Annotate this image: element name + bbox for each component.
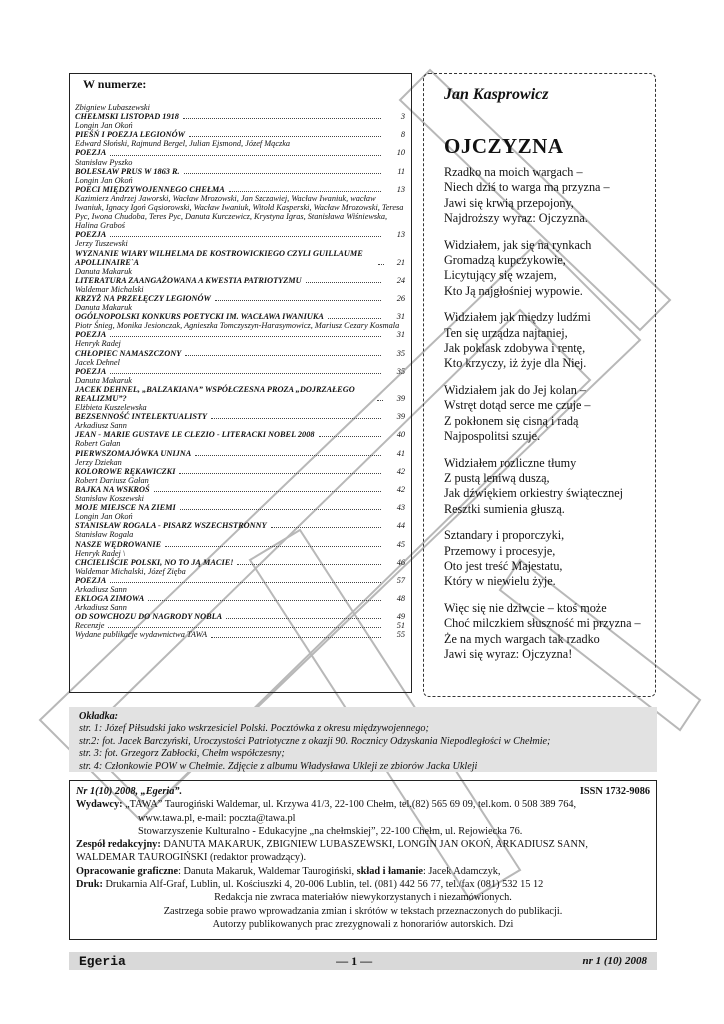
toc-entry [75, 530, 405, 548]
publisher-web: www.tawa.pl, e-mail: poczta@tawa.pl [138, 812, 296, 824]
toc-author: Danuta Makaruk [75, 266, 132, 276]
publisher-2: Stowarzyszenie Kulturalno - Edukacyjne „na chełmskiej”, 22-100 Chełm, ul. Rejowiecka 76. [138, 825, 523, 837]
dot-leader [183, 118, 381, 119]
toc-leader-row [75, 367, 405, 376]
toc-extra-title: Recenzje [75, 621, 105, 631]
toc-page-number: 42 [396, 466, 405, 476]
toc-leader-row [75, 467, 405, 476]
toc-entry-title: POEZJA [75, 148, 107, 158]
print: Drukarnia Alf-Graf, Lublin, ul. Kościuszki 4, 20-006 Lublin, tel. (081) 442 56 77, tel./fax (081) 532 15 12 [105, 879, 544, 891]
toc-entry-title: BOLESŁAW PRUS W 1863 R. [75, 166, 180, 176]
note-2: Zastrzega sobie prawo wprowadzania zmian i skrótów w tekstach przeznaczonych do publikacji. [163, 905, 563, 917]
dot-leader [189, 136, 381, 137]
toc-leader-row [75, 230, 405, 239]
dot-leader [237, 564, 381, 565]
dot-leader [226, 618, 381, 619]
toc-entry [75, 339, 405, 357]
toc-entry-title: BAJKA NA WSKROŚ [75, 484, 150, 494]
cover-heading: Okładka: [79, 711, 119, 722]
poem-line: Który w niewielu żyje. [444, 574, 556, 589]
poem-line: Licytujący się wzajem, [444, 268, 557, 283]
toc-page-number: 40 [396, 430, 405, 440]
poem-line: Kto krzyczy, iż żyje dla Niej. [444, 356, 587, 371]
toc-leader-row [75, 558, 405, 567]
toc-entry-title: OGÓLNOPOLSKI KONKURS POETYCKI IM. WACŁAWA IWANIUKA [75, 312, 324, 322]
toc-leader-row [75, 430, 405, 439]
toc-leader-row [75, 485, 405, 494]
toc-leader-row [75, 294, 405, 303]
toc-entry [75, 321, 405, 339]
poem-stanzas [444, 165, 643, 662]
toc-leader-row [75, 521, 405, 530]
toc-author: Stanisław Koszewski [75, 494, 144, 504]
toc-page-number: 35 [396, 348, 405, 358]
page-footer [69, 952, 657, 970]
poem-stanza [444, 238, 643, 300]
toc-author: Piotr Śnieg, Monika Jesionczak, Agnieszka Tomczyszyn-Harasymowicz, Mariusz Cezary Kosmala [75, 321, 400, 331]
footer-brand: Egeria [79, 953, 126, 969]
issn: ISSN 1732-9086 [579, 786, 650, 797]
toc-author: Danuta Makaruk [75, 375, 132, 385]
issue-label: Nr 1(10) 2008, „Egeria”. [76, 786, 183, 797]
dot-leader [165, 546, 381, 547]
poem-line: Rzadko na moich wargach – [444, 165, 583, 179]
toc-entry-title: CHCIELIŚCIE POLSKI, NO TO JĄ MACIE! [75, 557, 234, 567]
typeset: : Jacek Adamczyk, [422, 865, 501, 877]
editors-line-2: WALDEMAR TAUROGIŃSKI (redaktor prowadzący). [76, 852, 307, 864]
toc-entry [75, 103, 405, 121]
toc-author: Elżbieta Kuszelewska [75, 403, 147, 413]
toc-entry [75, 376, 405, 403]
publisher-line [76, 798, 650, 811]
poem-stanza [444, 601, 643, 663]
toc-author: Jerzy Dziekan [75, 457, 122, 467]
dot-leader [306, 282, 381, 283]
toc-page-number: 31 [396, 312, 405, 322]
issue-row [76, 785, 650, 798]
toc-author: Arkadiusz Sann [75, 584, 127, 594]
toc-page-number: 13 [396, 230, 405, 240]
toc-page-number: 39 [396, 394, 405, 403]
toc-page-number: 43 [396, 503, 405, 513]
poem-line: Najpospolitsi szuje. [444, 429, 541, 444]
toc-author: Henryk Radej \ [75, 548, 126, 558]
toc-leader-row [75, 540, 405, 549]
toc-author: Stanisław Rogala [75, 530, 134, 540]
poem-line: Jawi się krwią przepojony, [444, 195, 574, 210]
toc-entry [75, 512, 405, 530]
toc-author: Waldemar Michalski [75, 284, 144, 294]
toc-author: Robert Gałan [75, 439, 121, 449]
toc-entry [75, 194, 405, 239]
toc-leader-row [75, 449, 405, 458]
toc-entry [75, 494, 405, 512]
dot-leader [110, 336, 381, 337]
poem-line: Widziałem rozliczne tłumy [444, 455, 577, 470]
toc-page-number: 42 [396, 484, 405, 494]
toc-leader-row [75, 276, 405, 285]
typeset-label: skład i łamanie [356, 865, 423, 877]
toc-author: Edward Słoński, Rajmund Bergel, Julian Ejsmond, Józef Mączka [75, 139, 291, 149]
toc-page-number: 24 [396, 275, 405, 285]
toc-entry [75, 121, 405, 139]
poem-line: Oto jest treść Majestatu, [444, 558, 563, 573]
toc-leader-row [75, 167, 405, 176]
toc-entry-title: POEZJA [75, 575, 107, 585]
toc-author: Waldemar Michalski, Józef Zięba [75, 566, 186, 576]
dot-leader [179, 473, 381, 474]
toc-page-number: 21 [396, 257, 405, 267]
note-3: Autorzy publikowanych prac zrezygnowali z honorariów autorskich. Dzi [212, 918, 514, 930]
graphics: : Danuta Makaruk, Waldemar Taurogiński, [178, 865, 355, 877]
poem-line: Najdroższy wyraz: Ojczyzna. [444, 211, 588, 226]
poem-line: Resztki sumienia głuszą. [444, 501, 565, 516]
dot-leader [110, 155, 381, 156]
toc-extra-row [75, 621, 405, 630]
toc-page-number: 26 [396, 293, 405, 303]
toc-leader-row [75, 249, 405, 267]
toc-entry-title: PIERWSZOMAJÓWKA UNIJNA [75, 448, 192, 458]
toc-leader-row [75, 112, 405, 121]
dot-leader [377, 400, 383, 401]
toc-author: Longin Jan Okoń [75, 512, 133, 522]
poem-stanza [444, 456, 643, 518]
toc-leader-row [75, 130, 405, 139]
toc-entry [75, 603, 405, 621]
dot-leader [319, 436, 382, 437]
poem-stanza [444, 528, 643, 590]
toc-leader-row [75, 349, 405, 358]
graphics-label: Opracowanie graficzne [76, 865, 179, 877]
dot-leader [211, 418, 381, 419]
toc-title: W numerze: [83, 77, 147, 91]
toc-author: Arkadiusz Sann [75, 421, 127, 431]
editors-label: Zespół redakcyjny: [76, 839, 161, 851]
poem-line: Kto Ją najgłośniej wypowie. [444, 283, 583, 298]
toc-entry-title: BEZSENNOŚĆ INTELEKTUALISTY [75, 412, 208, 422]
toc-entry [75, 585, 405, 603]
dot-leader [185, 355, 381, 356]
toc-leader-row [75, 612, 405, 621]
toc-entry-title: JEAN - MARIE GUSTAVE LE CLEZIO - LITERACKI NOBEL 2008 [75, 430, 315, 440]
toc-page-number: 13 [396, 184, 405, 194]
cover-line: str. 4: Członkowie POW w Chełmie. Zdjęcie z albumu Władysława Ukleji ze zbiorów Jacka Ukleji [79, 760, 478, 772]
dot-leader [378, 264, 384, 265]
poem-stanza [444, 310, 643, 372]
poem-box [423, 73, 656, 697]
dot-leader [110, 373, 381, 374]
poem-line: Jak poklask zdobywa i rentę, [444, 341, 586, 356]
toc-entry-title: PIEŚŃ I POEZJA LEGIONÓW [75, 130, 185, 140]
poem-line: Z pustą leniwą duszą, [444, 470, 550, 485]
toc-entry-title: CHEŁMSKI LISTOPAD 1918 [75, 112, 179, 122]
poem-line: Przemowy i procesyje, [444, 543, 556, 558]
poem-line: Z pokłonem się cisną i radą [444, 413, 579, 428]
toc-entry [75, 239, 405, 266]
toc-page-number: 41 [396, 448, 405, 458]
dot-leader [108, 627, 381, 628]
dot-leader [229, 191, 381, 192]
toc-page-number: 11 [397, 166, 405, 176]
toc-entry-title: KRZYŻ NA PRZEŁĘCZY LEGIONÓW [75, 293, 211, 303]
toc-leader-row [75, 148, 405, 157]
poem-title: OJCZYZNA [444, 134, 564, 158]
toc-author: Longin Jan Okoń [75, 121, 133, 131]
toc-leader-row [75, 576, 405, 585]
toc-entry-title: CHŁOPIEC NAMASZCZONY [75, 348, 182, 358]
poem-line: Jak dźwiękiem orkiestry świątecznej [444, 486, 624, 501]
toc-leader-row [75, 412, 405, 421]
dot-leader [180, 509, 381, 510]
toc-page-number: 35 [396, 366, 405, 376]
dot-leader [211, 637, 381, 638]
toc-entry-title: POECI MIĘDZYWOJENNEGO CHEŁMA [75, 184, 225, 194]
dot-leader [271, 527, 381, 528]
print-line [76, 878, 650, 891]
graphics-line [76, 865, 650, 878]
cover-line: str. 1: Józef Piłsudski jako wskrzesiciel Polski. Pocztówka z okresu międzywojennego; [79, 723, 429, 735]
dot-leader [195, 455, 381, 456]
toc-entry-title: JACEK DEHNEL, „BALZAKIANA” WSPÓŁCZESNA PROZA „DOJRZAŁEGO REALIZMU”? [75, 384, 355, 403]
cover-caption [69, 707, 657, 772]
toc-entry [75, 549, 405, 567]
toc-leader-row [75, 503, 405, 512]
table-of-contents [69, 73, 412, 693]
toc-leader-row [75, 594, 405, 603]
toc-entry-title: POEZJA [75, 230, 107, 240]
toc-entry-title: NASZE WĘDROWANIE [75, 539, 162, 549]
poem-line: Gromadzą kupczykowie, [444, 253, 566, 268]
toc-extra-row [75, 630, 405, 639]
toc-page-number: 55 [396, 630, 405, 640]
poem-line: Więc się nie dziwcie – ktoś może [444, 600, 607, 615]
print-label: Druk: [76, 879, 103, 891]
toc-author: Arkadiusz Sann [75, 603, 127, 613]
poem-line: Ten się urządza najtaniej, [444, 325, 568, 340]
toc-page-number: 10 [396, 148, 405, 158]
toc-leader-row [75, 330, 405, 339]
toc-page-number: 31 [396, 330, 405, 340]
dot-leader [184, 173, 381, 174]
toc-entry-title: POEZJA [75, 330, 107, 340]
poem-line: Sztandary i proporczyki, [444, 528, 565, 543]
footer-issue: nr 1 (10) 2008 [582, 955, 647, 967]
publisher-1: „TAWA” Taurogiński Waldemar, ul. Krzywa 41/3, 22-100 Chełm, tel.(82) 565 69 09, tel.kom. 0 508 389 764, [125, 799, 577, 811]
toc-leader-row [75, 312, 405, 321]
toc-entry [75, 458, 405, 476]
toc-page-number: 45 [396, 539, 405, 549]
toc-extra-title: Wydane publikacje wydawnictwa TAWA [75, 630, 208, 640]
toc-page-number: 57 [396, 575, 405, 585]
poem-line: Choć milczkiem słuszność mi przyzna – [444, 616, 641, 631]
poem-stanza [444, 165, 643, 227]
toc-entry [75, 403, 405, 421]
poem-line: Widziałem jak do Jej kolan – [444, 382, 586, 397]
toc-author: Longin Jan Okoń [75, 175, 133, 185]
editors: DANUTA MAKARUK, ZBIGNIEW LUBASZEWSKI, LONGIN JAN OKOŃ, ARKADIUSZ SANN, [163, 839, 588, 851]
poem-line: Widziałem, jak się na rynkach [444, 237, 592, 252]
toc-page-number: 48 [396, 594, 405, 604]
toc-page-number: 51 [396, 621, 405, 631]
toc-page-number: 49 [396, 612, 405, 622]
toc-page-number: 39 [396, 412, 405, 422]
poem-line: Że na mych wargach tak rzadko [444, 631, 600, 646]
publisher-label: Wydawcy: [76, 799, 123, 811]
dot-leader [110, 236, 381, 237]
note-1: Redakcja nie zwraca materiałów niewykorzystanych i niezamówionych. [214, 892, 512, 904]
imprint [69, 780, 657, 940]
toc-page-number: 3 [400, 112, 405, 122]
toc-entry [75, 439, 405, 457]
toc-author: Kazimierz Andrzej Jaworski, Wacław Mrozowski, Jan Szczawiej, Wacław Iwaniuk, wacław Iwaniuk, Ignacy Igoń Gąsiorowski, Wacław Iwaniuk, Witold Kasperski, Wacław Mrozowski, Teresa Pyc, Iwona Chudoba, Teres Pyc, Danuta Kurczewicz, Krystyna Igras, Stanisława Wiśniewska, Halina Graboś [75, 193, 404, 231]
toc-author: Danuta Makaruk [75, 303, 132, 313]
toc-entry [75, 139, 405, 157]
poem-line: Widziałem jak między ludźmi [444, 310, 591, 325]
cover-line: str. 3: fot. Grzegorz Zabłocki, Chełm współczesny; [79, 748, 285, 760]
toc-entry-title: STANISŁAW ROGALA - PISARZ WSZECHSTRONNY [75, 521, 267, 531]
toc-entry-title: EKLOGA ZIMOWA [75, 594, 145, 604]
dot-leader [154, 491, 381, 492]
toc-entry-title: POEZJA [75, 366, 107, 376]
toc-entry-title: MOJE MIEJSCE NA ZIEMI [75, 503, 176, 513]
poem-line: Wstręt dotąd serce me czuje – [444, 398, 591, 413]
toc-entry [75, 158, 405, 176]
toc-author: Stanisław Pyszko [75, 157, 133, 167]
dot-leader [215, 300, 381, 301]
toc-author: Zbigniew Lubaszewski [75, 103, 150, 112]
toc-entry [75, 176, 405, 194]
toc-page-number: 46 [396, 557, 405, 567]
poet-name: Jan Kasprowicz [444, 86, 549, 103]
dot-leader [148, 600, 381, 601]
page-number: — 1 — [336, 953, 373, 968]
toc-author: Henryk Radej [75, 339, 121, 349]
cover-line: str.2: fot. Jacek Barczyński, Uroczystości Patriotyczne z okazji 90. Rocznicy Odzyskania Niepodległości w Chełmie; [79, 735, 551, 747]
toc-author: Jerzy Tuszewski [75, 239, 128, 249]
toc-entry-title: KOLOROWE RĘKAWICZKI [75, 466, 176, 476]
toc-entry [75, 567, 405, 585]
toc-list [75, 103, 405, 640]
poem-line: Niech dziś to warga ma przyzna – [444, 180, 610, 195]
toc-page-number: 44 [396, 521, 405, 531]
toc-author: Jacek Dehnel [75, 357, 120, 367]
toc-author: Robert Dariusz Gałan [75, 475, 149, 485]
editors-line [76, 838, 650, 851]
toc-entry-title: WYZNANIE WIARY WILHELMA DE KOSTROWICKIEGO CZYLI GUILLAUME APOLLINAIRE`A [75, 248, 363, 267]
toc-entry [75, 303, 405, 321]
dot-leader [328, 318, 381, 319]
dot-leader [110, 582, 381, 583]
toc-entry [75, 285, 405, 303]
toc-entry [75, 358, 405, 376]
toc-entry [75, 267, 405, 285]
toc-leader-row [75, 385, 405, 403]
toc-leader-row [75, 185, 405, 194]
poem-stanza [444, 383, 643, 445]
toc-entry [75, 476, 405, 494]
toc-entry-title: OD SOWCHOZU DO NAGRODY NOBLA [75, 612, 223, 622]
toc-entry-title: LITERATURA ZAANGAŻOWANA A KWESTIA PATRIOTYZMU [75, 275, 302, 285]
toc-page-number: 8 [400, 130, 405, 140]
toc-entry [75, 421, 405, 439]
poem-line: Jawi się wyraz: Ojczyzna! [444, 646, 573, 661]
